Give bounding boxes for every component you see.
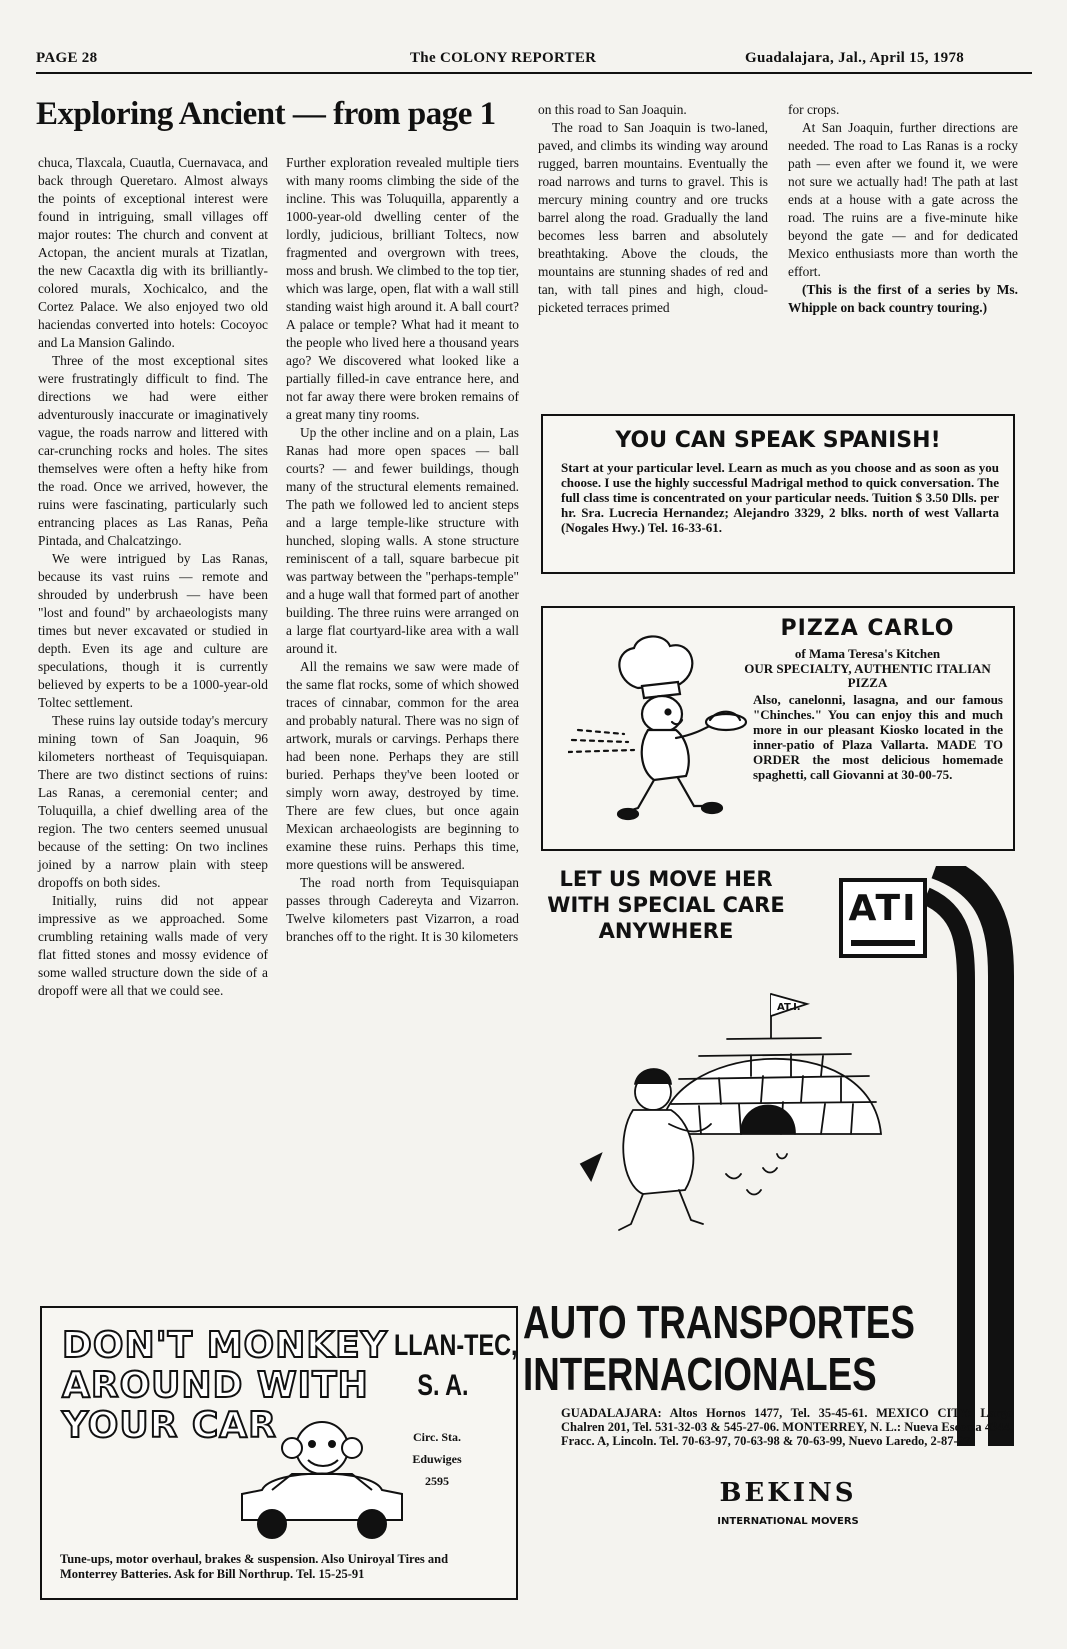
- ati-company-line: AUTO TRANSPORTES: [523, 1296, 915, 1348]
- llantec-slogan-line: YOUR CAR: [62, 1405, 277, 1446]
- paragraph: Further exploration revealed multiple tiers with many rooms climbing the side of the incline. This was Toluquilla, apparently a 1000-year-old dwelling center of the lordly, judicious, brilliant Toltecs, now fragmented and overgrown with trees, moss and brush. We climbed to the top tier, which was large, open, flat with a wall still standing waist high around it. A ball court? A palace or temple? What had it meant to the people who lived here a thousand years ago? We discovered what looked like a partially filled-in cave entrance here, and not far away there were broken remains of a great many tiny rooms.: [286, 155, 519, 422]
- llantec-name-line: LLAN-TEC,: [394, 1329, 518, 1362]
- llantec-name: [394, 1326, 517, 1406]
- llantec-address-line: 2595: [425, 1474, 449, 1488]
- page-number: PAGE 28: [36, 50, 98, 66]
- ad-spanish-title: YOU CAN SPEAK SPANISH!: [615, 428, 941, 453]
- article-column-1: [38, 154, 268, 1000]
- paragraph: At San Joaquin, further directions are needed. The road to Las Ranas is a rocky path — even after we found it, we were not sure we actually had! The path at last ends at a house with a gate across the road. The ruins are a five-minute hike beyond the gate — and for dedicated Mexico enthusiasts more than worth the effort.: [788, 120, 1018, 279]
- series-note: (This is the first of a series by Ms. Whipple on back country touring.): [788, 282, 1018, 315]
- igloo-eskimo-illustration: [551, 984, 911, 1244]
- bekins-subtitle: INTERNATIONAL MOVERS: [717, 1516, 859, 1527]
- bekins-logo: BEKINS: [719, 1478, 857, 1508]
- llantec-name-line: S. A.: [417, 1369, 469, 1402]
- article-column-4: [788, 101, 1018, 317]
- llantec-address: [382, 1426, 492, 1492]
- llantec-body: Tune-ups, motor overhaul, brakes & suspension. Also Uniroyal Tires and Monterrey Batteries. Ask for Bill Northrup. Tel. 15-25-91: [60, 1552, 449, 1581]
- ad-pizza-carlo: [541, 606, 1015, 851]
- paragraph: All the remains we saw were made of the same flat rocks, some of which showed traces of cinnabar, common for the area and probably natural. There was no sign of artwork, murals or carvings. Perhaps there had been none. Perhaps they are still buried. Perhaps they've been looted or simply worn away, destroyed by time. There are few clues, but once again Mexican archaeologists are beginning to examine these ruins. Perhaps this time, more questions will be answered.: [286, 659, 519, 872]
- article-column-3: [538, 101, 768, 317]
- dateline: Guadalajara, Jal., April 15, 1978: [745, 50, 965, 66]
- ad-spanish-body: Start at your particular level. Learn as much as you choose and as soon as you choose. I use the highly successful Madrigal method to quick conversation. The full class time is concentrated on your particular needs. Tuition $ 3.50 Dlls. per hr. Sra. Lucrecia Hernandez; Alejandro 3329, 2 blks. north of west Vallarta (Nogales Hwy.) Tel. 16-33-61.: [561, 460, 999, 535]
- ad-pizza-sub2: OUR SPECIALTY, AUTHENTIC ITALIAN PIZZA: [744, 661, 991, 690]
- paragraph: on this road to San Joaquin.: [538, 102, 687, 117]
- paragraph: Initially, ruins did not appear impressive as we approached. Some crumbling retaining walls made of very flat fitted stones and mossy evidence of some walled structure down the side of a dropoff were all that we could see.: [38, 893, 268, 998]
- chef-illustration: [568, 630, 748, 835]
- paragraph: for crops.: [788, 102, 840, 117]
- flag-label: AT.I.: [777, 1002, 801, 1013]
- ati-headline-line: ANYWHERE: [598, 919, 734, 943]
- header-rule: [36, 72, 1032, 74]
- ad-pizza-sub1: of Mama Teresa's Kitchen: [794, 646, 941, 661]
- article-headline: Exploring Ancient — from page 1: [36, 96, 496, 132]
- paragraph: These ruins lay outside today's mercury mining town of San Joaquin, 96 kilometers northeast of Tequisquiapan. There are two distinct sections of ruins: Las Ranas, a ceremonial center; and Toluquilla, a chief dwelling area of the region. The two centers seemed unusual because of the setting: On two inclines joined by a narrow plain with steep dropoffs on both sides.: [38, 713, 268, 890]
- ad-pizza-body: Also, canelonni, lasagna, and our famous "Chinches." You can enjoy this and much more in our pleasant Kiosko located in the inner-patio of Plaza Vallarta. MADE TO ORDER the most delicious homemade spaghetti, call Giovanni at 30-00-75.: [753, 692, 1003, 782]
- ati-logo-bar: [851, 940, 915, 946]
- ad-auto-transportes: [523, 866, 1035, 1536]
- newspaper-name: The COLONY REPORTER: [410, 50, 597, 66]
- paragraph: chuca, Tlaxcala, Cuautla, Cuernavaca, and back through Queretaro. Almost always the points of exceptional interest were found in intriguing, small villages off major routes: The church and convent at Actopan, the ancient murals at Tizatlan, the new Cacaxtla dig with its brilliantly-colored murals, Xochicalco, and the Cortez Palace. We also enjoyed two old haciendas converted into hotels: Cocoyoc and La Mansion Galindo.: [38, 155, 268, 350]
- ati-headline-line: LET US MOVE HER: [559, 867, 773, 891]
- paragraph: We were intrigued by Las Ranas, because its vast ruins — remote and shrouded by underbrush — have been "lost and found" by archaeologists many times but never excavated or studied in depth. Even its age and culture are speculations, though it is currently believed by experts to be a 1000-year-old Toltec settlement.: [38, 551, 268, 710]
- ati-headline: [541, 866, 791, 944]
- llantec-slogan-line: AROUND WITH: [62, 1365, 369, 1406]
- article-column-2: [286, 154, 519, 946]
- paragraph: Three of the most exceptional sites were frustratingly difficult to find. The directions we had were either adventurously inaccurate or imaginatively vague, the roads narrow and littered with car-crunching rocks and holes. The sites themselves were often a hefty hike from the road. Once we arrived, however, the ruins were fascinating, particularly such entrancing places as Las Ranas, Peña Pintada, and Chalcatzingo.: [38, 353, 268, 548]
- ad-spanish-lessons: [541, 414, 1015, 574]
- paragraph: The road north from Tequisquiapan passes through Cadereyta and Vizarron. Twelve kilometers past Vizarron, a road branches off to the right. It is 30 kilometers: [286, 875, 519, 944]
- ati-headline-line: WITH SPECIAL CARE: [547, 893, 785, 917]
- ati-logo-text: ATI: [848, 888, 918, 929]
- paragraph: The road to San Joaquin is two-laned, paved, and climbs its winding way around rugged, barren mountains. Eventually the road narrows and turns to gravel. This is mercury mining country and ore trucks barrel along the road. Gradually the land becomes less barren and absolutely breathtaking. Above the clouds, the mountains are stunning shades of red and tan, with tall pines and high, cloud-picketed terraces primed: [538, 120, 768, 315]
- llantec-slogan-line: DON'T MONKEY: [62, 1325, 388, 1366]
- ati-company-name: [523, 1296, 915, 1400]
- ati-company-line: INTERNACIONALES: [523, 1348, 877, 1400]
- ati-addresses: GUADALAJARA: Altos Hornos 1477, Tel. 35-45-61. MEXICO CITY: Largo Chalren 201, Tel. 531-32-03 & 545-27-06. MONTERREY, N. L.: Nueva Escocia 4344, Fracc. A, Lincoln. Tel. 70-63-97, 70-63-98 & 70-63-99, Nuevo Laredo, 2-87-27.: [561, 1406, 1013, 1448]
- ad-pizza-title: PIZZA CARLO: [780, 616, 955, 641]
- paragraph: Up the other incline and on a plain, Las Ranas had more open spaces — ball courts? — and fewer buildings, though many of the structural elements remained. The path we followed led to ancient steps and a large temple-like structure with hunched, sloping walls. A stone structure reminiscent of a tall, square barbecue pit was partway between the "perhaps-temple" and a huge wall that formed part of another building. The three ruins were arranged on a large flat courtyard-like area with a wall around it.: [286, 425, 519, 656]
- llantec-address-line: Circ. Sta.: [412, 1430, 462, 1444]
- ati-logo: [839, 878, 927, 958]
- llantec-address-line: Eduwiges: [412, 1452, 462, 1466]
- ad-llantec: [40, 1306, 518, 1600]
